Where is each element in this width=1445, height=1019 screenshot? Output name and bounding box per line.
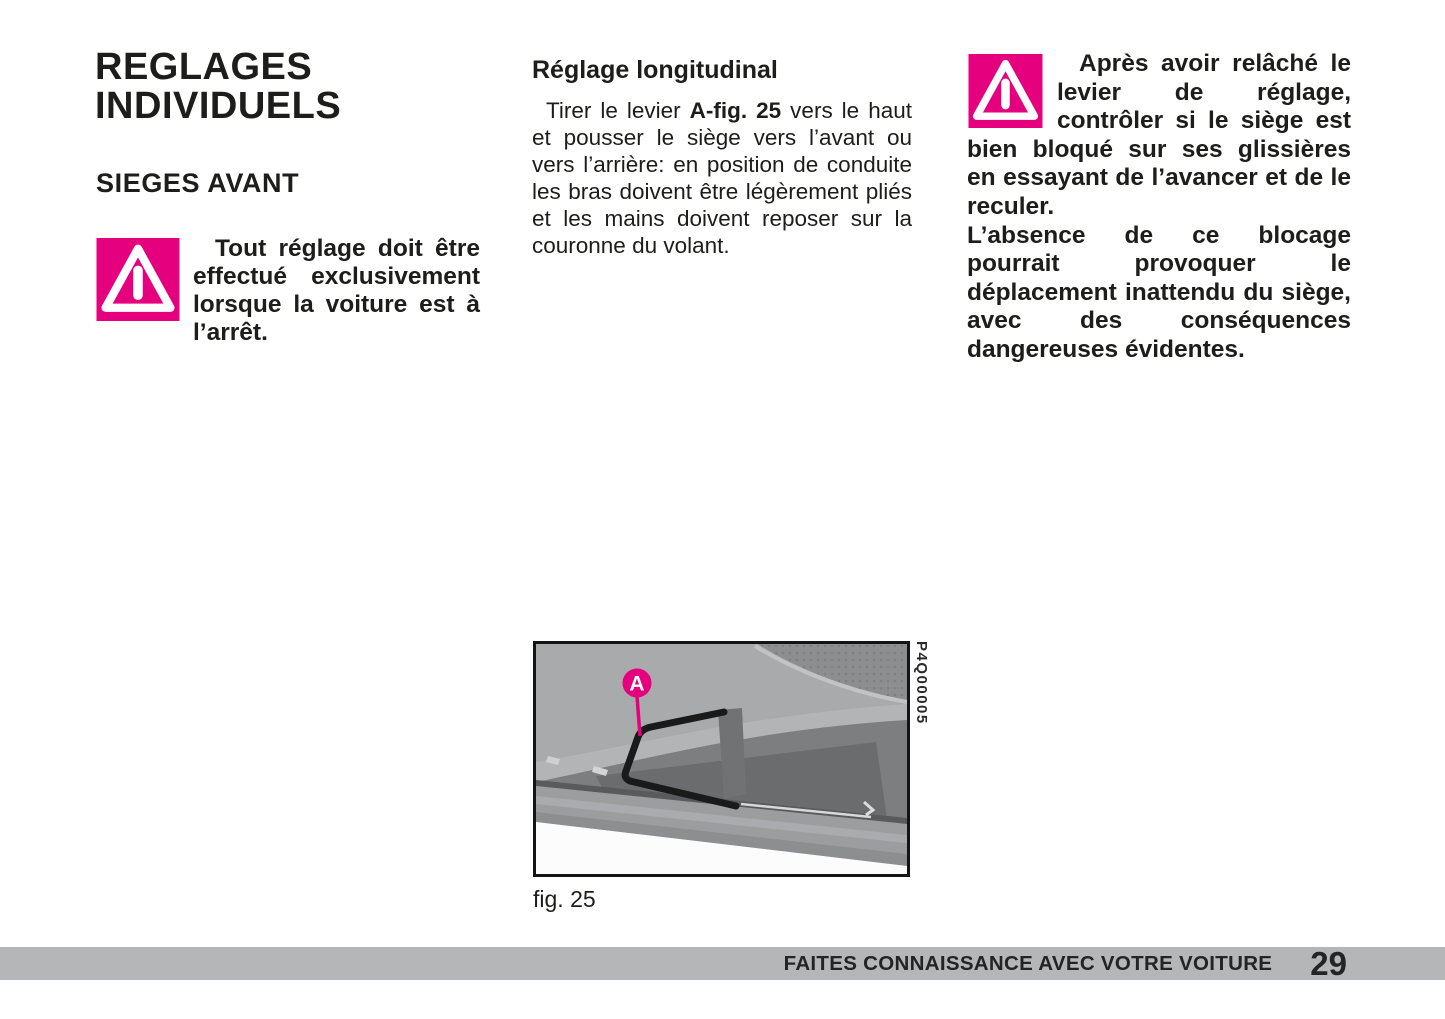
footer-bar: [0, 947, 1445, 980]
warning-block-left: [96, 235, 480, 347]
warning-text: Après avoir relâché le levier de réglage, contrôler si le siège est bien bloqué sur ses glissières en essayant de l’avancer et de le reculer.: [967, 50, 1351, 220]
footer-section-title: FAITES CONNAISSANCE AVEC VOTRE VOITURE: [783, 951, 1273, 975]
section-subtitle: SIEGES AVANT: [96, 168, 300, 198]
paragraph-lead: Tirer le levier: [546, 98, 690, 123]
footer-page-number: 29: [1310, 945, 1347, 982]
warning-triangle-icon: [96, 238, 180, 321]
warning-block-right: [967, 50, 1351, 365]
page-title: REGLAGES INDIVIDUELS: [95, 46, 342, 127]
figure-image: [533, 641, 910, 877]
figure-reference: A-fig. 25: [689, 98, 782, 123]
warning-text: Tout réglage doit être effectué exclusivement lorsque la voiture est à l’arrêt.: [193, 235, 480, 346]
warning-text: L’absence de ce blocage pourrait provoquer le déplacement inattendu du siège, avec des conséquences dangereuses évidentes.: [967, 221, 1351, 363]
figure-caption: fig. 25: [533, 886, 596, 912]
warning-triangle-icon: [967, 54, 1044, 128]
paragraph-rest: vers le haut et pousser le siège vers l’avant ou vers l’arrière: en position de conduite les bras doivent être légèrement pliés et les mains doivent reposer sur la couronne du volant.: [532, 98, 912, 258]
callout-badge-label: A: [629, 672, 645, 696]
paragraph-heading: Réglage longitudinal: [532, 56, 778, 84]
photo-code: P4Q00005: [913, 641, 930, 725]
body-paragraph: [532, 97, 912, 259]
